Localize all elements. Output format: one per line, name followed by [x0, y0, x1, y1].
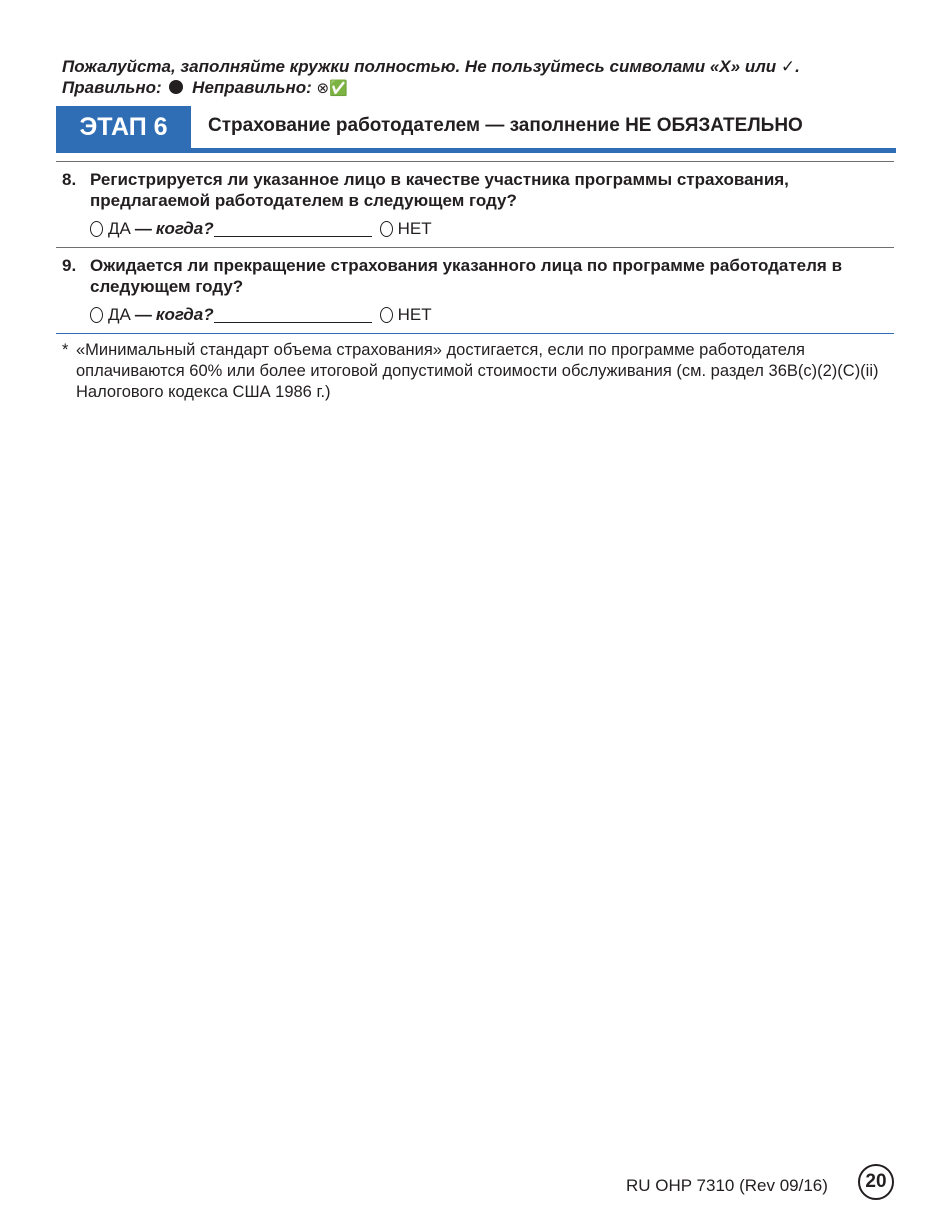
page-number: 20	[858, 1164, 894, 1200]
instructions-line: Пожалуйста, заполняйте кружки полностью. Не пользуйтесь символами «X» или ✓.	[62, 57, 800, 76]
yes-label: ДА	[108, 219, 131, 238]
divider	[56, 247, 894, 248]
dash: —	[134, 219, 152, 238]
question-number: 8.	[62, 170, 77, 189]
when-field[interactable]	[214, 308, 372, 323]
step-header	[56, 106, 896, 153]
step-badge: ЭТАП 6	[56, 106, 191, 148]
when-label: когда?	[155, 305, 214, 324]
fill-instructions	[62, 56, 902, 99]
yes-label: ДА	[108, 305, 131, 324]
no-radio[interactable]	[380, 307, 393, 323]
incorrect-label: Неправильно:	[192, 78, 312, 97]
question-9	[62, 255, 892, 297]
yes-radio[interactable]	[90, 221, 103, 237]
no-label: НЕТ	[397, 305, 432, 324]
step-title: Страхование работодателем — заполнение НЕ ОБЯЗАТЕЛЬНО	[208, 115, 803, 136]
divider	[56, 333, 894, 334]
question-8	[62, 169, 892, 211]
when-field[interactable]	[214, 222, 372, 237]
footnote	[62, 340, 892, 403]
no-label: НЕТ	[397, 219, 432, 238]
answer-row-8	[90, 219, 432, 239]
divider	[56, 161, 894, 162]
question-text: Регистрируется ли указанное лицо в качестве участника программы страхования, предлагаемой работодателем в следующем году?	[90, 170, 789, 210]
no-radio[interactable]	[380, 221, 393, 237]
correct-label: Правильно:	[62, 78, 162, 97]
form-id: RU OHP 7310 (Rev 09/16)	[626, 1176, 828, 1195]
filled-circle-icon	[169, 80, 183, 94]
footnote-text: «Минимальный стандарт объема страхования» достигается, если по программе работодателя оплачиваются 60% или более итоговой допустимой стоимости обслуживания (см. раздел 36B(c)(2)(C)(ii) Налогового кодекса США 1986 г.)	[76, 341, 879, 401]
question-number: 9.	[62, 256, 77, 275]
dash: —	[134, 305, 152, 324]
footnote-marker: *	[62, 341, 69, 359]
incorrect-marks-icon: ⊗✅	[316, 80, 348, 97]
when-label: когда?	[155, 219, 214, 238]
question-text: Ожидается ли прекращение страхования указанного лица по программе работодателя в следующем году?	[90, 256, 843, 296]
answer-row-9	[90, 305, 432, 325]
yes-radio[interactable]	[90, 307, 103, 323]
